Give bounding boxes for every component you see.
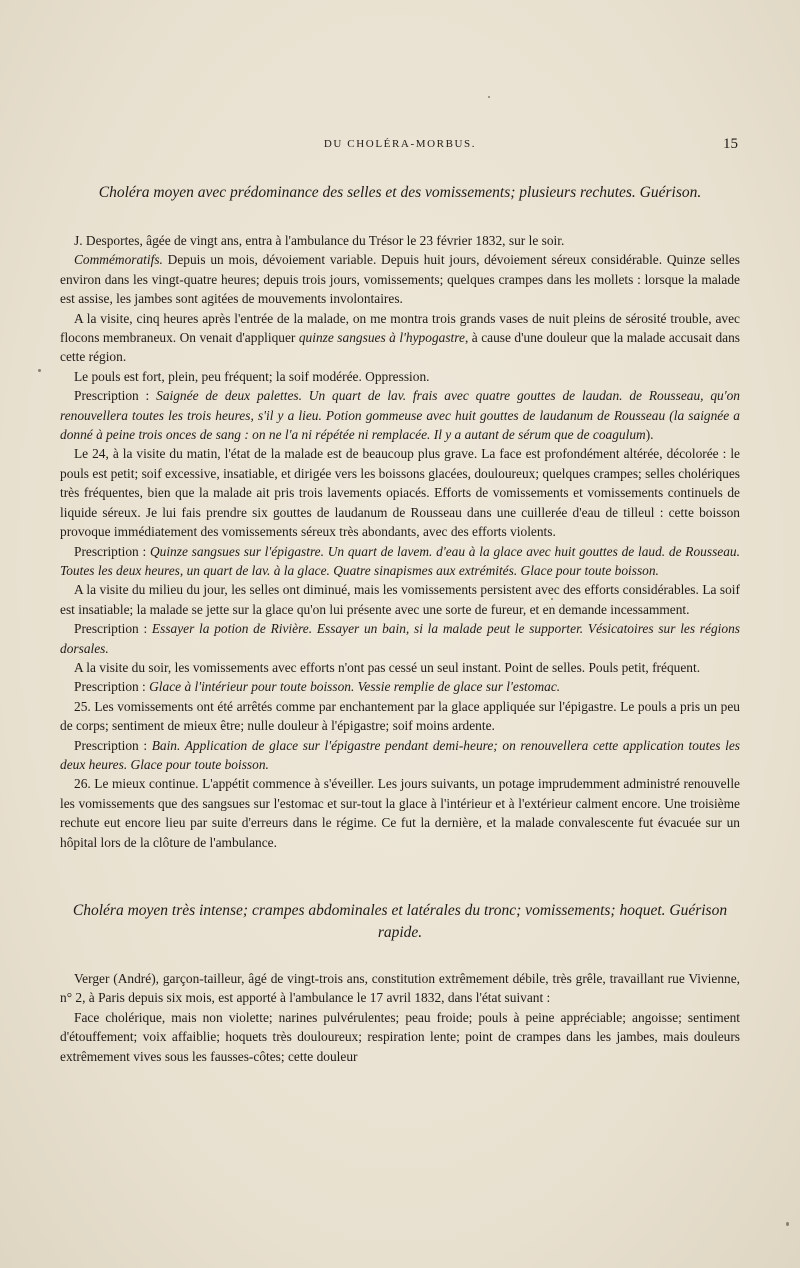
paragraph: [60, 386, 740, 444]
case-body-1: [60, 231, 740, 852]
text-run: Face cholérique, mais non violette; narines pulvérulentes; peau froide; pouls à peine appréciable; angoisse; sentiment d'étouffement; voix affaiblie; hoquets très douloureux; respiration lente; point de crampes dans les jambes, mais douleurs extrêmement vives sous les fausses-côtes; cette douleur: [60, 1009, 740, 1064]
text-run: Le pouls est fort, plein, peu fréquent; la soif modérée. Oppression.: [74, 368, 430, 384]
paragraph: [60, 969, 740, 1008]
paper-speck: [786, 1222, 789, 1226]
text-run: Prescription :: [74, 737, 152, 753]
paragraph: [60, 580, 740, 619]
running-head: [60, 138, 740, 154]
case-body-2: [60, 969, 740, 1066]
italic-text: Glace à l'intérieur pour toute boisson. Vessie remplie de glace sur l'estomac.: [149, 679, 561, 695]
text-run: Prescription :: [74, 543, 150, 559]
paragraph: [60, 774, 740, 852]
text-run: Prescription :: [74, 679, 150, 695]
text-run: Prescription :: [74, 388, 157, 404]
text-run: , à cause d'une douleur que la malade accusait dans cette région.: [60, 330, 741, 365]
case-title-2: Choléra moyen très intense; crampes abdominales et latérales du tronc; vomissements; hoquet. Guérison rapide.: [72, 902, 728, 941]
text-run: J. Desportes, âgée de vingt ans, entra à l'ambulance du Trésor le 23 février 1832, sur le soir.: [74, 233, 565, 248]
italic-text: Bain. Application de glace sur l'épigastre pendant demi-heure; on renouvellera cette application toutes les deux heures. Glace pour toute boisson.: [60, 737, 740, 772]
text-run: A la visite du milieu du jour, les selles ont diminué, mais les vomissements persistent avec des efforts considérables. La soif est insatiable; la malade se jette sur la glace qu'on lui présente avec une sorte de fureur, et en demande incessamment.: [60, 582, 740, 617]
text-run: Le 24, à la visite du matin, l'état de la malade est de beaucoup plus grave. La face est profondément altérée, décolorée : le pouls est petit; soif excessive, insatiable, et dirigée vers les boissons glacées, douloureux; quelques crampes; selles cholériques très fréquentes, bien que la malade ait pris trois lavements opiacés. Efforts de vomissements et vomissements continuels de liquide séreux. Je lui fais prendre six gouttes de laudanum de Rousseau dans une cuillerée d'eau de tilleul : cette boisson provoque immédiatement des vomissements séreux très abondants, avec des efforts violents.: [60, 446, 740, 540]
text-run: Depuis un mois, dévoiement variable. Depuis huit jours, dévoiement séreux considérable. Quinze selles environ dans les vingt-quatre heures; depuis trois jours, vomissements; quelques crampes dans les mollets : lorsque la malade est assise, les jambes sont agitées de mouvements involontaires.: [60, 252, 740, 307]
paragraph: [60, 231, 740, 250]
italic-text: quinze sangsues à l'hypogastre: [298, 330, 465, 346]
text-run: ).: [645, 427, 654, 443]
paragraph: [60, 658, 740, 677]
paragraph: [60, 736, 740, 775]
paragraph: [60, 619, 740, 658]
italic-text: Saignée de deux palettes. Un quart de lav. frais avec quatre gouttes de laudan. de Rousseau, qu'on renouvellera toutes les trois heures, s'il y a lieu. Potion gommeuse avec huit gouttes de laudanum de Rousseau (la saignée a donné à peine trois onces de sang : on ne l'a ni répétée ni remplacée. Il y a autant de sérum que de coagulum: [60, 388, 740, 443]
case-title-1: Choléra moyen avec prédominance des selles et des vomissements; plusieurs rechutes. Guérison.: [98, 184, 702, 201]
running-title: DU CHOLÉRA-MORBUS.: [323, 138, 477, 150]
paragraph: [60, 677, 740, 696]
paper-speck: [551, 598, 553, 600]
paragraph: [60, 542, 740, 581]
paragraph: [60, 367, 740, 386]
paragraph: [60, 1008, 740, 1066]
paper-speck: [38, 369, 41, 372]
text-run: 25. Les vomissements ont été arrêtés comme par enchantement par la glace appliquée sur l'épigastre. Le pouls a pris un peu de corps; sentiment de mieux être; nulle douleur à l'épigastre; soif moins ardente.: [60, 698, 740, 734]
text-run: A la visite du soir, les vomissements avec efforts n'ont pas cessé un seul instant. Point de selles. Pouls petit, fréquent.: [74, 659, 701, 675]
paragraph: [60, 444, 740, 541]
paragraph: [60, 250, 740, 308]
italic-text: Commémoratifs.: [74, 252, 163, 268]
paper-speck: [488, 96, 490, 98]
page-number: 15: [723, 136, 738, 152]
paragraph: [60, 697, 740, 736]
text-run: 26. Le mieux continue. L'appétit commence à s'éveiller. Les jours suivants, un potage imprudemment administré renouvelle les vomissements que des sangsues sur l'estomac et sur-tout la glace à l'intérieur et à l'extérieur calment encore. Une troisième rechute eut encore lieu par suite d'erreurs dans le régime. Ce fut la dernière, et la malade convalescente fut évacuée sur un hôpital lors de la clôture de l'ambulance.: [60, 776, 740, 850]
text-run: Prescription :: [74, 621, 152, 637]
text-run: A la visite, cinq heures après l'entrée de la malade, on me montra trois grands vases de nuit pleins de sérosité trouble, avec flocons membraneux. On venait d'appliquer: [60, 310, 740, 346]
italic-text: Essayer la potion de Rivière. Essayer un bain, si la malade peut le supporter. Vésicatoires sur les régions dorsales.: [60, 621, 740, 656]
text-run: Verger (André), garçon-tailleur, âgé de vingt-trois ans, constitution extrêmement débile, très grêle, travaillant rue Vivienne, n° 2, à Paris depuis six mois, est apporté à l'ambulance le 17 avril 1832, dans l'état suivant :: [60, 971, 740, 1006]
paragraph: [60, 309, 740, 367]
italic-text: Quinze sangsues sur l'épigastre. Un quart de lavem. d'eau à la glace avec huit gouttes de laud. de Rousseau. Toutes les deux heures, un quart de lav. à la glace. Quatre sinapismes aux extrémités. Glace pour toute boisson.: [60, 543, 740, 578]
